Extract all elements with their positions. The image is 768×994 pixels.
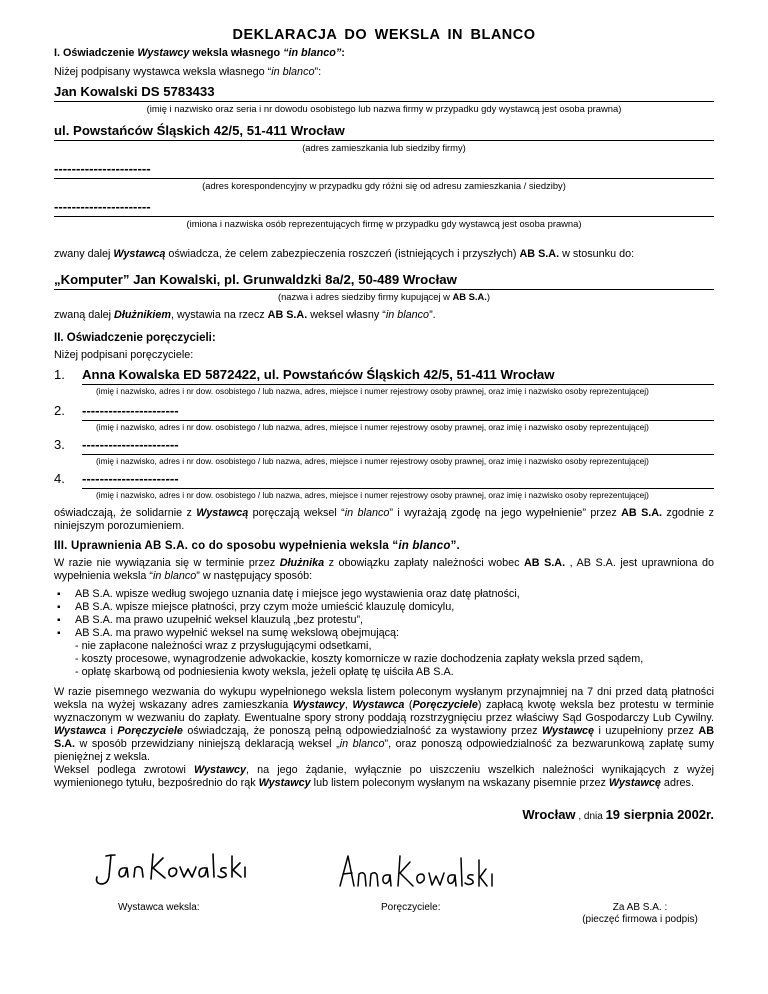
intro-em: in blanco [271, 66, 315, 78]
text-italic: in blanco [153, 570, 197, 582]
heading-text: ”. [450, 540, 460, 552]
guarantor-underline [82, 454, 714, 455]
list-item: ▪ AB S.A. wpisze miejsce płatności, przy czym może umieścić klauzulę domicylu, [54, 601, 714, 614]
text-em: Wystawcą [196, 507, 249, 519]
text: ” i wyrażają zgodę na jego wypełnienie” przez [389, 507, 622, 519]
issuer-address-field: ul. Powstańców Śląskich 42/5, 51-411 Wrocław [54, 123, 345, 138]
text: w stosunku do: [559, 248, 635, 260]
text: ” w następujący sposób: [196, 570, 313, 582]
text: ”. [429, 309, 436, 321]
text: zgodnie z niniejszym porozumieniem. [54, 507, 714, 532]
issuer-signature-label: Wystawca weksla: [118, 902, 200, 913]
heading-text: III. Uprawnienia AB S.A. co do sposobu wypełnienia weksla “ [54, 540, 399, 552]
guarantor-underline [82, 420, 714, 421]
section-2-intro: Niżej podpisani poręczyciele: [54, 349, 194, 361]
guarantor-caption: (imię i nazwisko, adres i nr dow. osobistego / lub nazwa, adres, miejsce i numer rejestrowy osoby prawnej, oraz imię i nazwisko osoby reprezentującej) [96, 490, 649, 500]
list-item: ▪ AB S.A. ma prawo uzupełnić weksel klauzulą „bez protestu”, [54, 614, 714, 627]
guarantors-signature-label: Poręczyciele: [381, 902, 441, 913]
issuer-name-field: Jan Kowalski DS 5783433 [54, 84, 215, 99]
text: zwany dalej [54, 248, 114, 260]
text-bold: AB S.A. [54, 725, 714, 750]
issuer-name-caption: (imię i nazwisko oraz seria i nr dowodu osobistego lub nazwa firmy w przypadku gdy wystawcą jest osoba prawna) [146, 103, 622, 114]
section-3-paragraph-2 [54, 686, 714, 764]
text: oświadczają, że ponoszą pełną odpowiedzialność za wystawiony przez [182, 725, 542, 737]
text: ) zapłacą kwotę weksla bez protestu w terminie wyznaczonym w wezwaniu do zapłaty. Ewentualne spory strony poddają rozstrzygnięciu przez właściwy Sąd Gospodarczy Lub Cywilny. [54, 699, 714, 724]
text-em: Poręczyciele [412, 699, 478, 711]
text: Weksel podlega zwrotowi [54, 764, 194, 776]
text: i [106, 725, 118, 737]
heading-text: : [341, 47, 345, 59]
debtor-underline [54, 289, 714, 290]
text: oświadcza, że celem zabezpieczenia roszczeń (istniejących i przyszłych) [165, 248, 520, 260]
text: zwaną dalej [54, 309, 115, 321]
text-em: Wystawcy [193, 764, 246, 776]
text: , wystawia na rzecz [171, 309, 268, 321]
debtor-caption [0, 291, 768, 302]
text-em: Wystawcę [541, 725, 594, 737]
guarantor-field: ---------------------- [82, 471, 179, 486]
representatives-field: ---------------------- [54, 199, 151, 214]
intro-text: Niżej podpisany wystawca weksla własnego “ [54, 66, 272, 78]
text-bold: AB S.A. [621, 507, 663, 519]
text: adres. [660, 777, 694, 789]
text-em: Wystawcę [608, 777, 661, 789]
section-1-intro [54, 66, 321, 79]
caption-text: ) [486, 291, 491, 302]
caption-text: (nazwa i adres siedziby firmy kupującej w [277, 291, 453, 302]
heading-text: I. Oświadczenie [54, 47, 138, 59]
document-title: DEKLARACJA DO WEKSLA IN BLANCO [232, 27, 536, 43]
intro-text: ”: [314, 66, 322, 78]
date: 19 sierpnia 2002r. [605, 807, 714, 822]
guarantor-field: ---------------------- [82, 437, 179, 452]
debtor-declaration [54, 309, 436, 322]
text: W razie pisemnego wezwania do wykupu wypełnionego weksla listem poleconym wysłanym przynajmniej na 7 dni przed datą płatności weksla na wyżej wskazany adres zamieszkania [54, 686, 714, 711]
sub-list-item: - opłatę skarbową od podniesienia kwoty weksla, jeżeli opłatę tę uiściła AB S.A. [75, 666, 454, 678]
company-signature-label [530, 902, 750, 926]
guarantor-underline [82, 384, 714, 385]
permissions-list [54, 588, 714, 679]
company-label-line: Za AB S.A. : [612, 902, 668, 913]
text: lub listem poleconym wysłanym na wskazany pisemnie przez [310, 777, 609, 789]
text-italic: in blanco [339, 738, 385, 750]
guarantor-underline [82, 488, 714, 489]
guarantor-number: 2. [54, 403, 65, 418]
guarantors-declaration [54, 507, 714, 533]
text: poręczają weksel “ [248, 507, 345, 519]
heading-text: weksla własnego [189, 47, 284, 59]
correspondence-address-field: ---------------------- [54, 161, 151, 176]
text: , na jego żądanie, wyłącznie po uiszczeniu wszelkich należności wynikających z wyżej wymienionego tytułu, bezpośrednio do rąk [54, 764, 714, 789]
text: w sposób przewidziany niniejszą deklaracją weksel „ [75, 738, 340, 750]
guarantor-field: Anna Kowalska ED 5872422, ul. Powstańców Śląskich 42/5, 51-411 Wrocław [82, 367, 555, 382]
debtor-field: „Komputer” Jan Kowalski, pl. Grunwaldzki 8a/2, 50-489 Wrocław [54, 272, 457, 287]
issuer-declaration [54, 248, 634, 261]
section-2-heading: II. Oświadczenie poręczycieli: [54, 332, 216, 344]
company-label-note: (pieczęć firmowa i podpis) [582, 914, 698, 925]
heading-em: Wystawcy [137, 47, 190, 59]
guarantor-field: ---------------------- [82, 403, 179, 418]
text: W razie nie wywiązania się w terminie przez [54, 557, 280, 569]
text: ( [404, 699, 413, 711]
issuer-address-underline [54, 140, 714, 141]
guarantor-number: 1. [54, 367, 65, 382]
sub-list [54, 640, 714, 679]
heading-em: in blanco [398, 540, 451, 552]
text: oświadczają, że solidarnie z [54, 507, 197, 519]
representatives-caption: (imiona i nazwiska osób reprezentujących firmę w przypadku gdy wystawcą jest osoba prawna) [186, 218, 582, 229]
guarantor-number: 4. [54, 471, 65, 486]
guarantor-signature [334, 848, 494, 896]
text: , AB S.A. jest uprawniona do wypełnienia weksla “ [54, 557, 715, 582]
text-bold: AB S.A. [267, 309, 308, 321]
text: ”, oraz ponoszą odpowiedzialność za bezwarunkową zapłatę sumy pieniężnej z weksla. [54, 738, 714, 763]
text-italic: in blanco [344, 507, 390, 519]
text-italic: in blanco [385, 309, 430, 321]
date-label: , dnia [575, 811, 606, 822]
place-date [522, 807, 714, 822]
section-1-heading [54, 47, 345, 60]
representatives-underline [54, 216, 714, 217]
guarantor-number: 3. [54, 437, 65, 452]
sub-list-item: - nie zapłacone należności wraz z przysługującymi odsetkami, [75, 640, 372, 652]
text-em: Wystawca [54, 725, 107, 737]
text: weksel własny “ [307, 309, 386, 321]
text-em: Dłużnika [279, 557, 325, 569]
text-em: Wystawcy [292, 699, 345, 711]
text-em: Wystawca [352, 699, 405, 711]
text: , [344, 699, 353, 711]
text-em: Wystawcą [113, 248, 166, 260]
heading-em: “in blanco” [283, 47, 342, 59]
section-3-paragraph-3 [54, 764, 714, 790]
section-3-paragraph-1 [54, 557, 714, 583]
guarantor-caption: (imię i nazwisko, adres i nr dow. osobistego / lub nazwa, adres, miejsce i numer rejestrowy osoby prawnej, oraz imię i nazwisko osoby reprezentującej) [96, 422, 649, 432]
guarantor-caption: (imię i nazwisko, adres i nr dow. osobistego / lub nazwa, adres, miejsce i numer rejestrowy osoby prawnej, oraz imię i nazwisko osoby reprezentującej) [96, 456, 649, 466]
place: Wrocław [522, 807, 576, 822]
text-bold: AB S.A. [524, 557, 566, 569]
text-em: Wystawcy [258, 777, 311, 789]
text-em: Poręczyciele [117, 725, 183, 737]
text: z obowiązku zapłaty należności wobec [324, 557, 524, 569]
list-item: ▪ AB S.A. ma prawo wypełnić weksel na sumę wekslową obejmującą: [54, 627, 714, 640]
text-em: Dłużnikiem [114, 309, 172, 321]
text-bold: AB S.A. [519, 248, 560, 260]
text: i uzupełniony przez [593, 725, 699, 737]
issuer-address-caption: (adres zamieszkania lub siedziby firmy) [302, 142, 466, 153]
section-3-heading [54, 540, 460, 553]
list-item: ▪ AB S.A. wpisze według swojego uznania datę i miejsce jego wystawienia oraz datę płatności, [54, 588, 714, 601]
caption-bold: AB S.A. [452, 291, 487, 302]
issuer-signature [88, 846, 248, 894]
correspondence-underline [54, 178, 714, 179]
sub-list-item: - koszty procesowe, wynagrodzenie adwokackie, koszty komornicze w razie dochodzenia zapłaty weksla przed sądem, [75, 653, 644, 665]
guarantor-caption: (imię i nazwisko, adres i nr dow. osobistego / lub nazwa, adres, miejsce i numer rejestrowy osoby prawnej, oraz imię i nazwisko osoby reprezentującej) [96, 386, 649, 396]
correspondence-caption: (adres korespondencyjny w przypadku gdy różni się od adresu zamieszkania / siedziby) [202, 180, 566, 191]
issuer-name-underline [54, 101, 714, 102]
